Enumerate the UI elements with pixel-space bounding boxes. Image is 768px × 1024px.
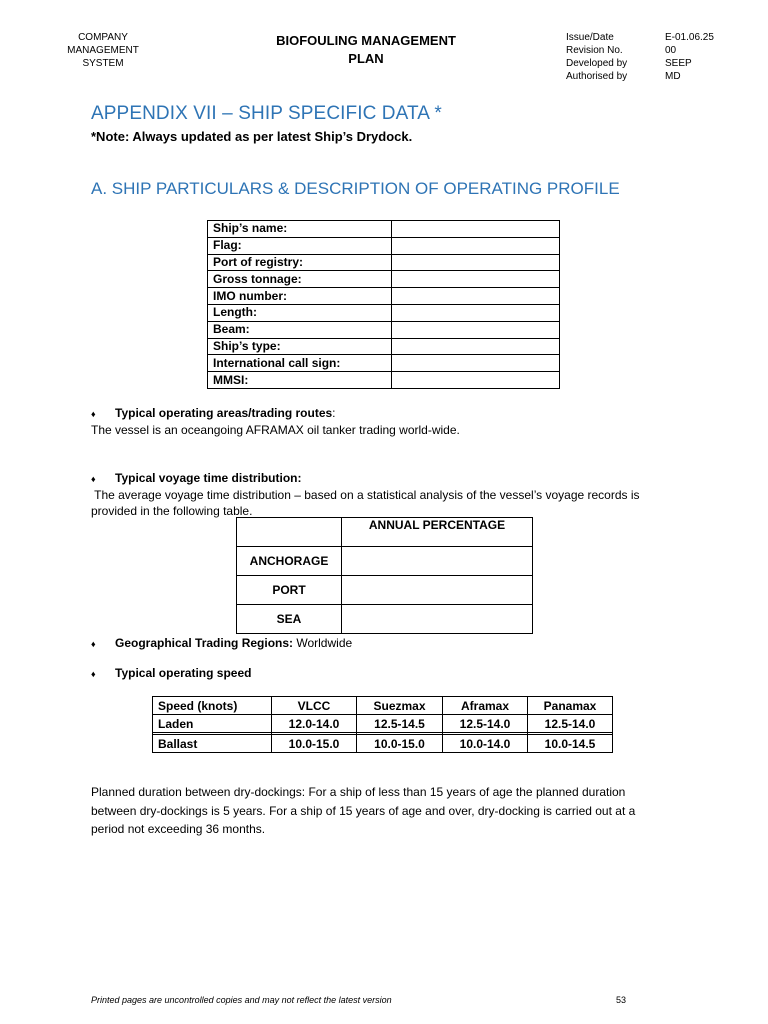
drydock-text-line: Planned duration between dry-dockings: For a ship of less than 15 years of age the planned duration <box>91 785 626 799</box>
operating-speed-label: Typical operating speed <box>115 666 252 680</box>
voyage-row-value <box>342 605 533 634</box>
bullet-icon: ♦ <box>91 639 96 649</box>
company-line: SYSTEM <box>82 58 124 69</box>
speed-header-row <box>153 697 613 715</box>
particulars-row <box>208 304 560 321</box>
meta-row <box>566 44 714 57</box>
bullet-icon: ♦ <box>91 409 96 419</box>
speed-cell: 10.0-14.0 <box>443 735 528 753</box>
voyage-distribution-label: Typical voyage time distribution: <box>115 471 302 485</box>
particulars-label: MMSI: <box>208 372 392 389</box>
particulars-label: Length: <box>208 304 392 321</box>
page-number: 53 <box>616 995 627 1005</box>
particulars-label: Port of registry: <box>208 254 392 271</box>
trading-regions-value: Worldwide <box>293 636 353 650</box>
drydock-text-line: between dry-dockings is 5 years. For a ship of 15 years of age and over, dry-docking is carried out at a <box>91 803 636 818</box>
particulars-label: Beam: <box>208 321 392 338</box>
trading-routes-heading <box>91 406 336 420</box>
voyage-distribution-text-line: The average voyage time distribution – based on a statistical analysis of the vessel’s voyage records is <box>91 488 640 502</box>
uncontrolled-copy-disclaimer: Printed pages are uncontrolled copies and may not reflect the latest version <box>91 995 392 1005</box>
voyage-row-label: ANCHORAGE <box>237 547 342 576</box>
particulars-value <box>392 221 560 238</box>
document-control-table <box>566 31 714 83</box>
meta-value: E-01.06.25 <box>665 32 714 43</box>
voyage-header-row <box>237 518 533 547</box>
particulars-row <box>208 221 560 238</box>
meta-key: Authorised by <box>566 71 628 82</box>
particulars-label: Gross tonnage: <box>208 271 392 288</box>
voyage-row-value <box>342 576 533 605</box>
particulars-value <box>392 355 560 372</box>
speed-row-label: Laden <box>153 715 272 733</box>
particulars-row <box>208 237 560 254</box>
company-management-system <box>60 31 146 70</box>
operating-speed-heading <box>91 666 251 680</box>
particulars-row <box>208 271 560 288</box>
bullet-icon: ♦ <box>91 669 96 679</box>
voyage-row <box>237 605 533 634</box>
drydock-text-line: period not exceeding 36 months. <box>91 822 266 836</box>
title-line: BIOFOULING MANAGEMENT <box>276 33 456 48</box>
particulars-value <box>392 304 560 321</box>
particulars-row <box>208 372 560 389</box>
bullet-icon: ♦ <box>91 474 96 484</box>
particulars-value <box>392 254 560 271</box>
meta-row <box>566 57 714 70</box>
particulars-value <box>392 338 560 355</box>
company-line: MANAGEMENT <box>67 45 139 56</box>
speed-cell: 12.5-14.0 <box>443 715 528 733</box>
speed-header-cell: Speed (knots) <box>153 697 272 715</box>
document-title <box>250 32 482 68</box>
particulars-row <box>208 254 560 271</box>
voyage-row <box>237 547 533 576</box>
appendix-title: APPENDIX VII – SHIP SPECIFIC DATA * <box>91 103 442 124</box>
annual-percentage-header: ANNUAL PERCENTAGE <box>342 518 533 547</box>
speed-cell: 12.5-14.0 <box>528 715 613 733</box>
voyage-header-empty <box>237 518 342 547</box>
speed-header-cell: Panamax <box>528 697 613 715</box>
company-line: COMPANY <box>78 32 128 43</box>
particulars-label: IMO number: <box>208 288 392 305</box>
voyage-distribution-table <box>236 517 533 634</box>
particulars-label: Ship’s type: <box>208 338 392 355</box>
particulars-row <box>208 338 560 355</box>
title-line: PLAN <box>348 51 384 66</box>
particulars-label: Flag: <box>208 237 392 254</box>
speed-header-cell: Aframax <box>443 697 528 715</box>
speed-cell: 10.0-14.5 <box>528 735 613 753</box>
speed-cell: 12.0-14.0 <box>272 715 357 733</box>
particulars-value <box>392 288 560 305</box>
particulars-row <box>208 321 560 338</box>
voyage-row-label: SEA <box>237 605 342 634</box>
speed-cell: 10.0-15.0 <box>272 735 357 753</box>
speed-row <box>153 735 613 753</box>
drydock-note: *Note: Always updated as per latest Ship’s Drydock. <box>91 129 413 144</box>
meta-value: SEEP <box>665 58 692 69</box>
trading-routes-text: The vessel is an oceangoing AFRAMAX oil tanker trading world-wide. <box>91 423 460 437</box>
operating-speed-table <box>152 696 613 753</box>
particulars-label: Ship’s name: <box>208 221 392 238</box>
particulars-row <box>208 355 560 372</box>
particulars-value <box>392 271 560 288</box>
meta-key: Revision No. <box>566 45 623 56</box>
trading-routes-label: Typical operating areas/trading routes <box>115 406 333 420</box>
voyage-row-value <box>342 547 533 576</box>
ship-particulars-table <box>207 220 560 389</box>
section-a-title: A. SHIP PARTICULARS & DESCRIPTION OF OPERATING PROFILE <box>91 179 620 198</box>
speed-cell: 12.5-14.5 <box>357 715 443 733</box>
meta-value: 00 <box>665 45 677 56</box>
particulars-value <box>392 237 560 254</box>
particulars-row <box>208 288 560 305</box>
particulars-value <box>392 372 560 389</box>
voyage-distribution-heading <box>91 471 301 485</box>
speed-row <box>153 715 613 733</box>
meta-row <box>566 70 714 83</box>
trading-regions-line <box>91 636 352 650</box>
trading-regions-label: Geographical Trading Regions: <box>115 636 294 650</box>
meta-value: MD <box>665 71 681 82</box>
voyage-row-label: PORT <box>237 576 342 605</box>
speed-row-label: Ballast <box>153 735 272 753</box>
particulars-value <box>392 321 560 338</box>
speed-header-cell: Suezmax <box>357 697 443 715</box>
meta-key: Issue/Date <box>566 32 614 43</box>
voyage-distribution-text-line: provided in the following table. <box>91 504 253 518</box>
speed-header-cell: VLCC <box>272 697 357 715</box>
drydock-paragraph <box>91 783 635 839</box>
meta-key: Developed by <box>566 58 628 69</box>
meta-row <box>566 31 714 44</box>
speed-cell: 10.0-15.0 <box>357 735 443 753</box>
trading-routes-colon: : <box>332 406 336 420</box>
particulars-label: International call sign: <box>208 355 392 372</box>
voyage-row <box>237 576 533 605</box>
